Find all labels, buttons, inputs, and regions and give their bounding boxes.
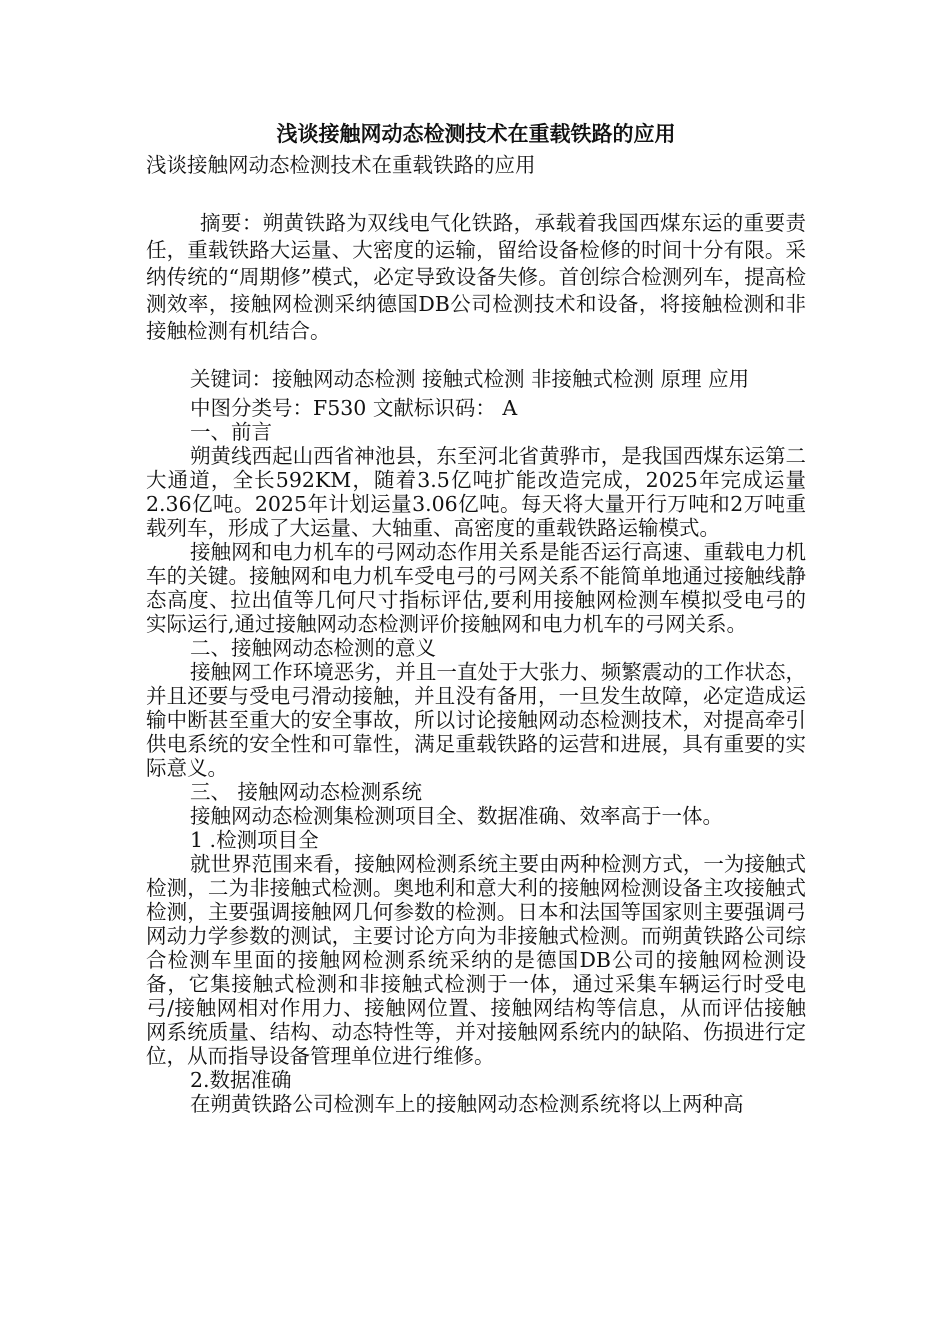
keywords-paragraph: 关键词：接触网动态检测 接触式检测 非接触式检测 原理 应用: [190, 367, 750, 391]
document-subtitle: 浅谈接触网动态检测技术在重载铁路的应用: [146, 153, 536, 177]
body-paragraph: 就世界范围来看，接触网检测系统主要由两种检测方式，一为接触式检测，二为非接触式检测。奥地利和意大利的接触网检测设备主攻接触式检测，主要强调接触网几何参数的检测。日本和法国等国家则主要强调弓网动力学参数的测试，主要讨论方向为非接触式检测。而朔黄铁路公司综合检测车里面的接触网检测系统采纳的是德国DB公司的接触网检测设备，它集接触式检测和非接触式检测于一体，通过采集车辆运行时受电弓/接触网相对作用力、接触网位置、接触网结构等信息，从而评估接触网系统质量、结构、动态特性等，并对接触网系统内的缺陷、伤损进行定位，从而指导设备管理单位进行维修。: [146, 852, 806, 1068]
spacer: [146, 180, 806, 210]
document-page: [146, 118, 806, 1116]
document-title: 浅谈接触网动态检测技术在重载铁路的应用: [276, 121, 676, 146]
section-heading: 一、前言: [190, 420, 272, 444]
body-paragraph: 在朔黄铁路公司检测车上的接触网动态检测系统将以上两种高: [190, 1092, 744, 1116]
abstract-paragraph: 摘要：朔黄铁路为双线电气化铁路，承载着我国西煤东运的重要责任，重载铁路大运量、大密度的运输，留给设备检修的时间十分有限。采纳传统的“周期修”模式，必定导致设备失修。首创综合检测列车，提高检测效率，接触网检测采纳德国DB公司检测技术和设备，将接触检测和非接触检测有机结合。: [146, 211, 806, 343]
section-heading: 二、接触网动态检测的意义: [190, 636, 436, 660]
classification-line: 中图分类号：F530 文献标识码： A: [190, 396, 518, 420]
section-heading: 1 .检测项目全: [190, 828, 319, 852]
body-paragraph: 接触网动态检测集检测项目全、数据准确、效率高于一体。: [190, 804, 723, 828]
body-paragraph: 朔黄线西起山西省神池县，东至河北省黄骅市，是我国西煤东运第二大通道，全长592KM，随着3.5亿吨扩能改造完成，2025年完成运量2.36亿吨。2025年计划运量3.06亿吨。每天将大量开行万吨和2万吨重载列车，形成了大运量、大轴重、高密度的重载铁路运输模式。: [146, 444, 806, 540]
spacer: [146, 345, 806, 367]
section-heading: 2.数据准确: [190, 1068, 292, 1092]
body-paragraph: 接触网和电力机车的弓网动态作用关系是能否运行高速、重载电力机车的关键。接触网和电力机车受电弓的弓网关系不能简单地通过接触线静态高度、拉出值等几何尺寸指标评估,要利用接触网检测车模拟受电弓的实际运行,通过接触网动态检测评价接触网和电力机车的弓网关系。: [146, 540, 806, 636]
section-heading: 三、 接触网动态检测系统: [190, 780, 423, 804]
body-paragraph: 接触网工作环境恶劣，并且一直处于大张力、频繁震动的工作状态，并且还要与受电弓滑动接触，并且没有备用，一旦发生故障，必定造成运输中断甚至重大的安全事故，所以讨论接触网动态检测技术，对提高牵引供电系统的安全性和可靠性，满足重载铁路的运营和进展，具有重要的实际意义。: [146, 660, 806, 780]
